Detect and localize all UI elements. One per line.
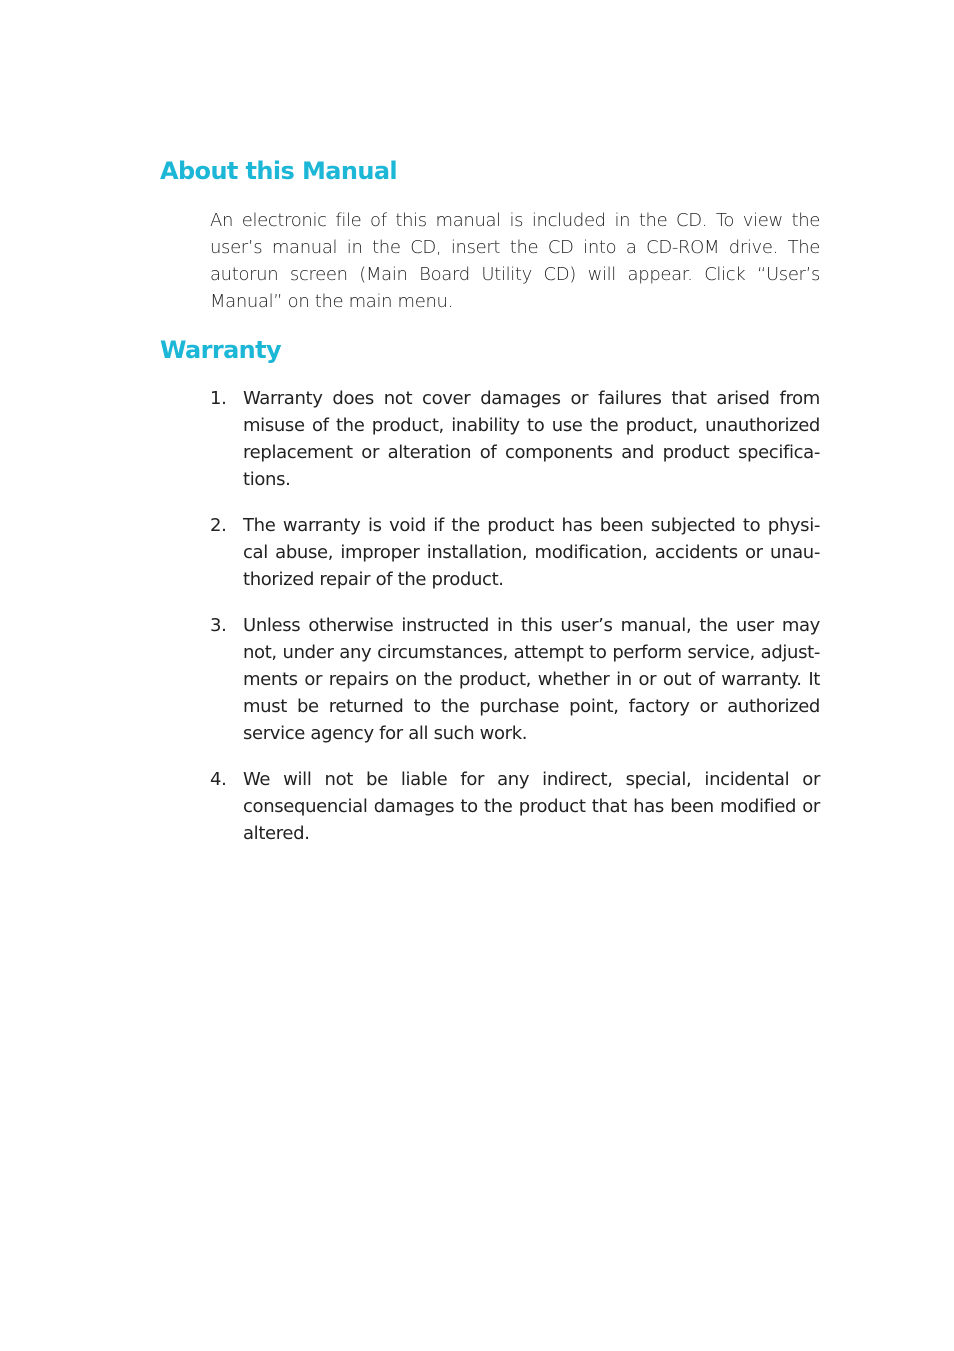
- warranty-item-number: 3.: [210, 615, 227, 636]
- about-manual-heading: About this Manual: [160, 157, 398, 185]
- about-manual-paragraph: An electronic file of this manual is included in the CD. To view the user’s manual in the CD, insert the CD into a CD-ROM drive. The autorun screen (Main Board Utility CD) will appear. Click “User’s Manual” on the main menu.: [210, 210, 820, 312]
- warranty-item-text: Unless otherwise instructed in this user’s manual, the user may not, under any circumstances, attempt to perform service, adjust-ments or repairs on the product, whether in or out of warranty. It must be returned to the purchase point, factory or authorized service agency for all such work.: [243, 615, 820, 744]
- warranty-item-number: 1.: [210, 388, 227, 409]
- warranty-item-text: The warranty is void if the product has been subjected to physi-cal abuse, improper installation, modification, accidents or unau-thorized repair of the product.: [243, 515, 820, 590]
- warranty-item-text: Warranty does not cover damages or failures that arised from misuse of the product, inability to use the product, unauthorized replacement or alteration of components and product specifica-tions.: [243, 388, 820, 490]
- warranty-item-text: We will not be liable for any indirect, special, incidental or consequencial damages to the product that has been modified or altered.: [243, 769, 820, 844]
- warranty-item-number: 4.: [210, 769, 227, 790]
- warranty-item-number: 2.: [210, 515, 227, 536]
- warranty-heading: Warranty: [160, 336, 282, 364]
